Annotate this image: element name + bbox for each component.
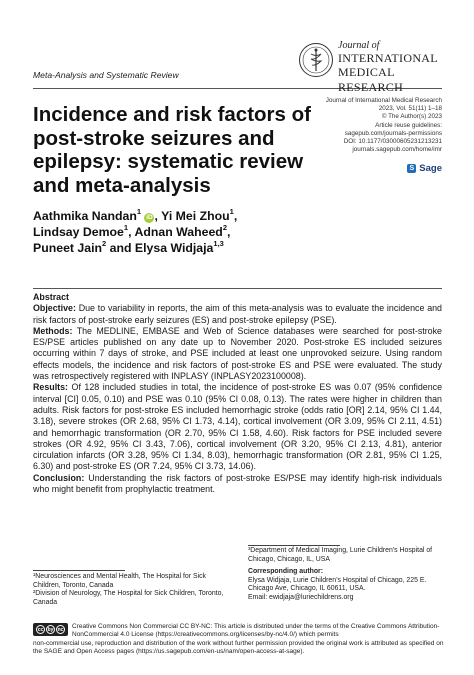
results-text: Of 128 included studies in total, the incidence of post-stroke ES was 0.07 (95% confidence interval [CI] 0.05, 0.10) and PSE was 0.10 (95% CI 0.08, 0.13). The rates were higher in children than adults. Risk factors for post-stroke ES included hemorrhagic stroke (odds ratio [OR] 2.14, 95% CI 1.44, 3.18), severe strokes (OR 2.68, 95% CI 1.73, 4.14), cortical involvement (OR 3.09, 95% CI 2.11, 4.51) and hemorrhagic transformation (OR 2.70, 95% CI 1.58, 4.60). Risk factors for PSE included severe strokes (OR 4.92, 95% CI 3.43, 7.06), cortical involvement (OR 3.20, 95% CI 2.13, 4.81), anterior circulation infarcts (OR 3.28, 95% CI 1.34, 8.03), hemorrhagic transformation (OR 2.81, 95% CI 1.25, 6.30) and post-stroke ES (OR 7.24, 95% CI 3.73, 14.06). <box>33 382 443 472</box>
orcid-icon[interactable]: iD <box>146 214 153 221</box>
conclusion-label: Conclusion: <box>33 472 85 483</box>
corresponding-line: Elysa Widjaja, Lurie Children’s Hospital of Chicago, 225 E. <box>248 576 427 584</box>
doi-link[interactable]: DOI: 10.1177/03000605231213231 <box>343 138 442 146</box>
results-label: Results: <box>33 382 69 393</box>
meta-line: Journal of International Medical Research <box>325 97 442 104</box>
corresponding-author-label: Corresponding author: <box>248 568 324 576</box>
methods-text: The MEDLINE, EMBASE and Web of Science databases were searched for post-stroke ES/PSE articles published on any date up to November 2020. Post-stroke ES included seizures occurring within 7 days of stroke, and PSE included at least one unprovoked seizure. Using random effects models, the incidence and risk factors of post-stroke ES and PSE were evaluated. The study was retrospectively registered with INPLASY (INPLASY2023100008). <box>33 325 442 382</box>
author-name: Puneet Jain <box>33 241 103 255</box>
author-name: Elysa Widjaja <box>134 241 214 255</box>
author-name: Lindsay Demoe <box>33 225 124 239</box>
objective-text: Due to variability in reports, the aim of this meta-analysis was to evaluate the incidence and risk factors of post-stroke early seizures (ES) and post-stroke epilepsy (PSE). <box>33 303 442 325</box>
abstract <box>33 292 442 495</box>
conclusion-text: Understanding the risk factors of post-stroke ES/PSE may identify high-risk individuals who might benefit from prophylactic treatment. <box>33 472 442 495</box>
footnote-rule-left <box>33 570 125 571</box>
meta-line: © The Author(s) 2023 <box>381 113 442 121</box>
affiliation: ²Division of Neurology, The Hospital for Sick Children, Toronto, Canada <box>33 590 224 606</box>
author-list: Aathmika Nandan$^1$ iD , Yi Mei Zhou$^1$, Lindsay Demoe$^1$, Adnan Waheed$^2$, Puneet Jain$^2$ and Elysa Widjaja$^{1,3}$ <box>33 206 238 255</box>
cc-by-nc-badge-icon <box>33 623 68 636</box>
author-affiliation-sup: 2 <box>102 238 107 248</box>
abstract-heading: Abstract <box>33 292 70 302</box>
corresponding-email[interactable]: Email: ewidjaja@luriechildrens.org <box>248 593 354 601</box>
journal-seal-icon <box>298 42 334 78</box>
affiliations-left <box>33 573 233 607</box>
abstract-methods <box>33 326 442 382</box>
corresponding-line: Chicago Ave, Chicago, IL 60611, USA. <box>248 585 366 593</box>
journal-logo-line2: INTERNATIONAL <box>338 51 438 65</box>
affiliation: ¹Neurosciences and Mental Health, The Hospital for Sick Children, Toronto, Canada <box>33 573 206 589</box>
publisher-logo <box>407 163 442 174</box>
author-name: Yi Mei Zhou <box>161 209 230 223</box>
license-text: Creative Commons Non Commercial CC BY-NC: This article is distributed under the terms of the Creative Commons Attribution-NonCommercial 4.0 License (https://creativecommons.org/licenses/by-nc/4.0/) which permits <box>72 623 440 639</box>
journal-logo <box>298 36 448 94</box>
article-title: Incidence and risk factors of post-stroke seizures and epilepsy: systematic review and meta-analysis <box>33 103 311 197</box>
journal-link[interactable]: journals.sagepub.com/home/imr <box>352 146 442 154</box>
cc-icon: cc <box>37 627 44 633</box>
section-label: Meta-Analysis and Systematic Review <box>33 70 179 80</box>
abstract-results <box>33 382 442 472</box>
license-block <box>33 623 444 657</box>
by-icon: by <box>47 627 54 633</box>
meta-line: 2023, Vol. 51(11) 1–18 <box>378 105 442 113</box>
nc-icon: nc <box>57 627 64 633</box>
abstract-conclusion <box>33 473 442 496</box>
author-affiliation-sup: 1 <box>136 206 142 216</box>
author-affiliation-sup: 2 <box>222 222 227 232</box>
objective-label: Objective: <box>33 303 76 314</box>
publisher-name: Sage <box>419 163 442 174</box>
journal-logo-line3: MEDICAL RESEARCH <box>338 65 404 94</box>
meta-link[interactable]: sagepub.com/journals-permissions <box>344 129 442 137</box>
abstract-rule <box>33 288 442 289</box>
methods-label: Methods: <box>33 325 73 336</box>
author-name: Adnan Waheed <box>134 225 223 239</box>
footnote-rule-right <box>248 545 340 546</box>
meta-line: Article reuse guidelines: <box>375 121 442 129</box>
author-affiliation-sup: 1 <box>123 222 129 232</box>
author-affiliation-sup: 1 <box>229 206 234 216</box>
affiliations-right <box>248 547 444 603</box>
journal-logo-line1: Journal of <box>338 40 380 51</box>
affiliation: ³Department of Medical Imaging, Lurie Children’s Hospital of Chicago, Chicago, IL, USA <box>248 547 433 563</box>
author-name: Aathmika Nandan <box>33 209 137 223</box>
abstract-objective <box>33 303 442 326</box>
license-text-rest: non-commercial use, reproduction and distribution of the work without further permission provided the original work is attributed as specified on the SAGE and Open Access pages (https://us.sagepub.com/en-us/nam/open-access-at-sage). <box>33 639 444 656</box>
article-meta <box>318 97 442 154</box>
author-affiliation-sup: 1,3 <box>213 238 224 248</box>
sage-logo-icon: S <box>407 164 416 173</box>
